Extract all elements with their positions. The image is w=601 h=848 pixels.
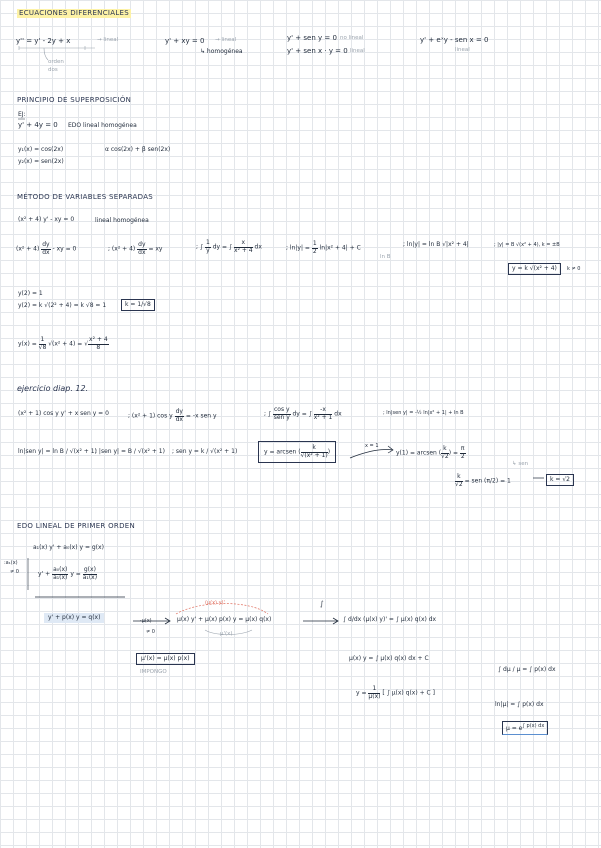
fraction-numerator: -x bbox=[314, 407, 333, 415]
edo-divide-label: :a₁(x) bbox=[4, 560, 18, 566]
fraction-denominator: x² + 1 bbox=[313, 413, 333, 421]
ejercicio-eval-mid: ) = bbox=[448, 449, 458, 457]
ejercicio-step-2-tail: dx bbox=[334, 410, 342, 418]
ejercicio-k-box: k = √2 bbox=[546, 474, 574, 486]
fraction-numerator: x² + 4 bbox=[89, 336, 108, 343]
fraction-numerator: k bbox=[301, 445, 328, 453]
separadas-step-2-coef: ; (x² + 4) bbox=[108, 245, 136, 253]
superposicion-y1: y₁(x) = cos(2x) bbox=[18, 146, 64, 153]
separadas-step-5: ; ln|y| = ln B √|x² + 4| bbox=[403, 241, 469, 248]
equation-4-note: lineal bbox=[455, 47, 470, 53]
edo-normalized-lhs: y' + bbox=[38, 570, 51, 578]
separadas-step-4-tail: ln|x² + 4| + C bbox=[319, 244, 361, 252]
ejercicio-step-2-int: ; ∫ bbox=[264, 410, 272, 418]
fraction-denominator: √8 bbox=[38, 343, 47, 351]
superposicion-eq: y' + 4y = 0 bbox=[18, 121, 58, 129]
section-title-ecuaciones: ECUACIONES DIFERENCIALES bbox=[19, 9, 130, 17]
separadas-step-3-int: ; ∫ bbox=[196, 243, 204, 251]
equation-3b-note: lineal bbox=[350, 48, 365, 54]
equation-1-sub: orden bbox=[48, 59, 64, 65]
separadas-step-3-mid: dy = ∫ bbox=[212, 243, 233, 251]
equation-4: y' + eˣy - sen x = 0 bbox=[420, 36, 489, 44]
superposicion-y2: y₂(x) = sen(2x) bbox=[18, 158, 64, 165]
fraction-numerator: 1 bbox=[40, 336, 45, 343]
fraction-denominator: 2 bbox=[312, 247, 317, 255]
fraction-numerator: k bbox=[455, 474, 463, 482]
separadas-step-4-lhs: ; ln|y| = bbox=[286, 244, 310, 252]
ejercicio-eval-note: ↳ sen bbox=[512, 461, 529, 467]
fraction-denominator: a₁(x) bbox=[82, 573, 98, 581]
edo-mu-prime-note: μ'(x) bbox=[220, 631, 233, 637]
edo-mu-integral: ∫ dμ / μ = ∫ p(x) dx bbox=[498, 666, 556, 673]
ejercicio-step-6: ; sen y = k / √(x² + 1) bbox=[172, 448, 238, 455]
separadas-final-lhs: y(x) = bbox=[18, 340, 37, 348]
superposicion-combination: α cos(2x) + β sen(2x) bbox=[105, 146, 171, 153]
fraction-denominator: 2 bbox=[460, 452, 465, 460]
separadas-final-mid: √(x² + 4) = bbox=[48, 340, 83, 348]
ejercicio-step-5: ; |sen y| = B / √(x² + 1) bbox=[95, 448, 165, 455]
fraction-denominator: a₁(x) bbox=[53, 573, 68, 581]
fraction-denominator: √2 bbox=[455, 480, 463, 488]
superposicion-eq-note: EDO lineal homogénea bbox=[68, 122, 137, 129]
section-title-edo-lineal: EDO LINEAL DE PRIMER ORDEN bbox=[17, 522, 136, 530]
superposicion-ej: EJ: bbox=[18, 111, 26, 118]
separadas-condition-eval: y(2) = k √(2² + 4) = k √8 = 1 bbox=[18, 302, 107, 309]
edo-multiply-sub: ≠ 0 bbox=[146, 629, 155, 635]
equation-3b: y' + sen x · y = 0 bbox=[287, 47, 348, 55]
separadas-step-4-sub: ln B bbox=[380, 254, 391, 260]
edo-standard-form: y' + p(x) y = q(x) bbox=[44, 613, 104, 623]
section-title-superposicion: PRINCIPIO DE SUPERPOSICIÓN bbox=[17, 96, 132, 104]
edo-product-derivative-note: (μ(x) y)' bbox=[205, 600, 225, 606]
ejercicio-step-3: ; ln|sen y| = -½ ln|x² + 1| + ln B bbox=[383, 410, 464, 416]
separadas-k-box: k = 1/√8 bbox=[121, 299, 155, 311]
fraction-numerator: 1 bbox=[205, 239, 210, 246]
separadas-step-1-coef: (x² + 4) bbox=[16, 245, 40, 253]
edo-solution-tail: [ ∫ μ(x) q(x) + C ] bbox=[382, 689, 435, 697]
fraction-numerator: k bbox=[441, 446, 449, 454]
edo-multiply-label: ·μ(x) bbox=[140, 618, 152, 624]
edo-impose-box: μ'(x) = μ(x) p(x) bbox=[136, 653, 195, 665]
ejercicio-step-4: ln|sen y| = ln B / √(x² + 1) bbox=[18, 448, 97, 455]
separadas-step-3-tail: dx bbox=[254, 243, 262, 251]
ejercicio-k-mid: = sen (π/2) = 1 bbox=[464, 477, 511, 485]
fraction-numerator: 1 bbox=[312, 240, 317, 247]
edo-red-arc bbox=[176, 604, 268, 615]
edo-solution-lhs: y = bbox=[356, 689, 367, 697]
eq1-bracket bbox=[44, 48, 48, 60]
edo-multiplied: μ(x) y' + μ(x) p(x) y = μ(x) q(x) bbox=[177, 616, 272, 623]
fraction-denominator: sen y bbox=[273, 413, 290, 421]
fraction-denominator: dx bbox=[42, 248, 50, 256]
separadas-step-1-tail: - xy = 0 bbox=[52, 245, 77, 253]
equation-2: y' + xy = 0 bbox=[165, 37, 205, 45]
edo-solution-step: μ(x) y = ∫ μ(x) q(x) dx + C bbox=[349, 655, 429, 662]
fraction-numerator: π bbox=[460, 445, 465, 452]
edo-general-eq: a₁(x) y' + a₀(x) y = g(x) bbox=[33, 544, 104, 551]
edo-integrate-symbol: ∫ bbox=[320, 600, 324, 608]
edo-normalized-mid: y = bbox=[70, 570, 81, 578]
fraction-numerator: dy bbox=[138, 241, 146, 248]
ejercicio-arrow-label: x = 1 bbox=[365, 443, 379, 449]
ejercicio-eval-lhs: y(1) = arcsen ( bbox=[396, 449, 442, 457]
fraction-numerator: g(x) bbox=[83, 566, 96, 573]
edo-divide-label-2: ≠ 0 bbox=[10, 569, 19, 575]
fraction-numerator: dy bbox=[175, 408, 183, 415]
separadas-step-2-tail: = xy bbox=[148, 245, 163, 253]
edo-impose-note: IMPONGO bbox=[140, 669, 167, 675]
separadas-final: y(x) = $\frac{1}{√8}$ √(x² + 4) = √ $\frac{\text{x² + 4}}{8}$ bbox=[18, 336, 108, 351]
fraction-denominator: dx bbox=[138, 248, 146, 256]
fraction-numerator: 1 bbox=[368, 686, 380, 694]
edo-integrated: ∫ d/dx (μ(x) y)' = ∫ μ(x) q(x) dx bbox=[343, 616, 437, 623]
edo-grey-arc bbox=[205, 630, 252, 635]
ejercicio-result-lhs: y = arcsen ( bbox=[264, 448, 301, 456]
separadas-step-6: ; |y| = B √(x² + 4), k = ±B bbox=[494, 242, 560, 248]
ejercicio-eq: (x² + 1) cos y y' + x sen y = 0 bbox=[18, 410, 109, 417]
section-title-variables-separadas: MÉTODO DE VARIABLES SEPARADAS bbox=[17, 193, 154, 201]
equation-1: y'' = y' - 2y + x bbox=[16, 37, 71, 45]
edo-mu-exponent: ∫ p(x) dx bbox=[522, 723, 545, 729]
separadas-eq-note: lineal homogénea bbox=[95, 217, 149, 224]
separadas-result-note: k ≠ 0 bbox=[567, 266, 581, 272]
fraction-denominator: 8 bbox=[96, 343, 101, 351]
fraction-denominator: √2 bbox=[441, 452, 449, 460]
separadas-result-box: y = k √(x² + 4) bbox=[508, 263, 561, 275]
fraction-numerator: cos y bbox=[273, 406, 290, 413]
equation-1-note: → lineal bbox=[97, 37, 119, 43]
fraction-numerator: dy bbox=[42, 241, 50, 248]
separadas-eq: (x² + 4) y' - xy = 0 bbox=[18, 216, 75, 223]
separadas-condition: y(2) = 1 bbox=[18, 290, 43, 297]
ejercicio-step-2-mid: dy = ∫ bbox=[292, 410, 312, 418]
ejercicio-step-1-tail: = -x sen y bbox=[185, 412, 217, 420]
fraction-denominator: μ(x) bbox=[368, 692, 381, 700]
fraction-denominator: √(x² + 1) bbox=[300, 451, 328, 459]
ejercicio-step-1-lhs: ; (x² + 1) cos y bbox=[128, 412, 173, 420]
ejercicio-result-rhs: ) bbox=[327, 448, 331, 456]
equation-2-note: → lineal bbox=[215, 37, 237, 43]
equation-2-sub: ↳ homogénea bbox=[200, 48, 243, 55]
section-title-ejercicio: ejercicio diap. 12. bbox=[17, 384, 89, 393]
equation-3a-note: no lineal bbox=[340, 35, 364, 41]
ejercicio-arrow bbox=[350, 449, 393, 458]
fraction-denominator: x² + 4 bbox=[233, 246, 253, 254]
fraction-numerator: a₀(x) bbox=[53, 566, 68, 573]
equation-3a: y' + sen y = 0 bbox=[287, 34, 337, 42]
fraction-denominator: dx bbox=[175, 415, 183, 423]
fraction-numerator: x bbox=[234, 240, 253, 248]
edo-mu-log: ln|μ| = ∫ p(x) dx bbox=[495, 701, 544, 708]
edo-mu-result: μ = e bbox=[506, 725, 523, 732]
fraction-denominator: y bbox=[206, 246, 210, 254]
equation-1-sub2: dos bbox=[48, 67, 58, 73]
